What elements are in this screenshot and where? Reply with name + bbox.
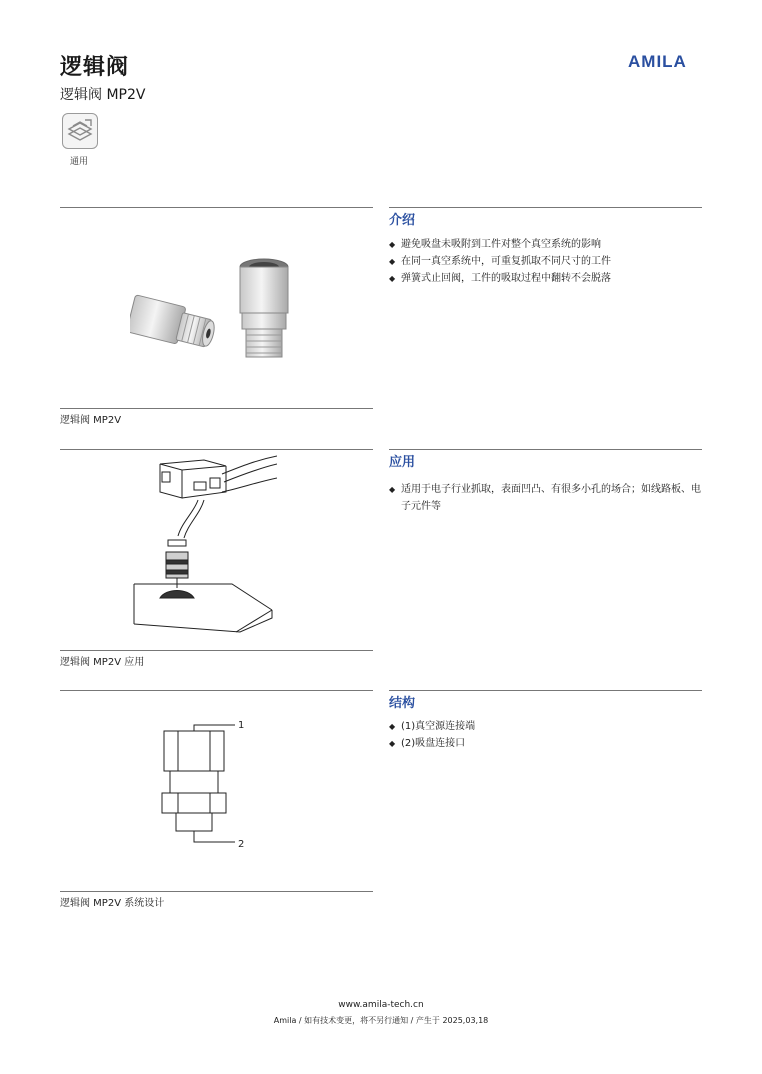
footer-note: Amila / 如有技术变更，将不另行通知 / 产生于 2025,03,18 <box>273 1016 489 1025</box>
footer-url[interactable]: www.amila-tech.cn <box>338 1000 424 1010</box>
structure-title: 结构 <box>389 696 416 711</box>
list-item: ◆ 弹簧式止回阀，工件的吸取过程中翻转不会脱落 <box>389 270 702 287</box>
divider-left <box>60 449 373 450</box>
divider-left <box>60 690 373 691</box>
callout-2: 2 <box>238 839 245 850</box>
structure-bullets <box>389 718 702 752</box>
structure-diagram <box>150 715 250 855</box>
figure-caption: 逻辑阀 MP2V 应用 <box>60 657 145 668</box>
figure-caption: 逻辑阀 MP2V <box>60 415 122 426</box>
page-subtitle: 逻辑阀 MP2V <box>60 87 146 103</box>
caption-divider <box>60 650 373 651</box>
divider-right <box>389 690 702 691</box>
list-item: ◆ 适用于电子行业抓取，表面凹凸、有很多小孔的场合；如线路板、电子元件等 <box>389 481 702 515</box>
general-purpose-badge <box>62 113 98 149</box>
caption-divider <box>60 408 373 409</box>
list-item: ◆ (1)真空源连接端 <box>389 718 702 735</box>
figure-caption: 逻辑阀 MP2V 系统设计 <box>60 898 165 909</box>
list-item: ◆ 在同一真空系统中，可重复抓取不同尺寸的工件 <box>389 253 702 270</box>
layers-icon <box>63 114 97 148</box>
caption-divider <box>60 891 373 892</box>
divider-left <box>60 207 373 208</box>
application-diagram <box>132 452 277 637</box>
list-item: ◆ 避免吸盘未吸附到工件对整个真空系统的影响 <box>389 236 702 253</box>
intro-title: 介绍 <box>389 213 416 228</box>
product-photo <box>130 255 300 365</box>
badge-label: 通用 <box>69 157 88 167</box>
page-title: 逻辑阀 <box>60 55 130 80</box>
brand-logo: AMILA <box>628 52 687 71</box>
divider-right <box>389 207 702 208</box>
application-bullets <box>389 481 702 515</box>
list-item: ◆ (2)吸盘连接口 <box>389 735 702 752</box>
intro-bullets <box>389 236 702 287</box>
callout-1: 1 <box>238 720 245 731</box>
application-title: 应用 <box>389 455 416 470</box>
divider-right <box>389 449 702 450</box>
